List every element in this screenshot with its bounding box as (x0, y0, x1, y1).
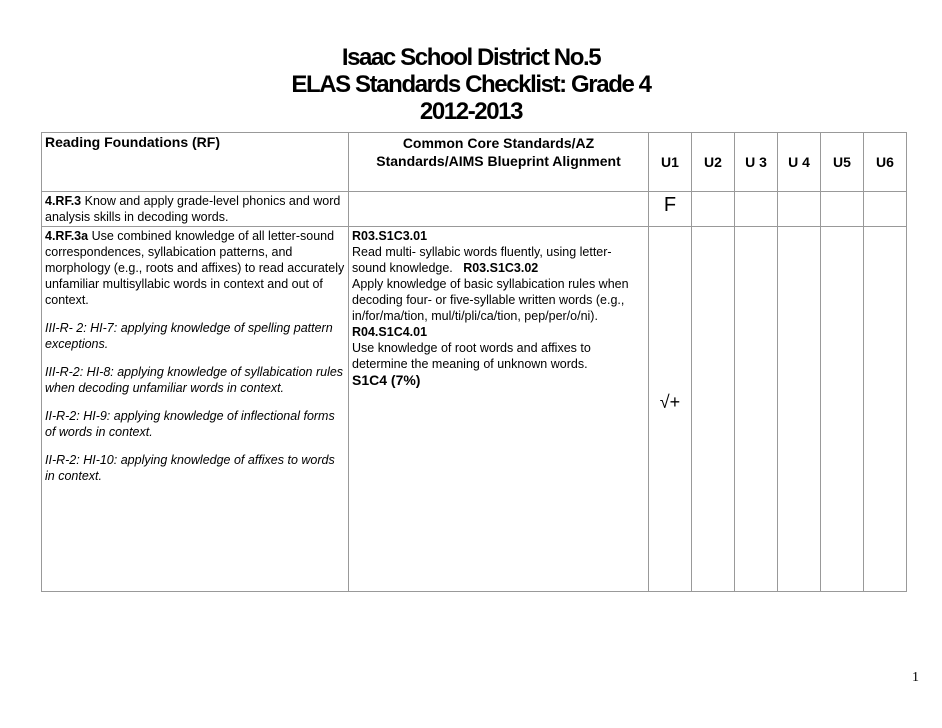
u5-cell (821, 227, 864, 592)
table-row (42, 227, 907, 592)
table-row (42, 192, 907, 227)
school-year: 2012-2013 (419, 98, 523, 125)
u6-cell (864, 192, 907, 227)
standard-cell (42, 227, 349, 592)
col-header-u3: U 3 (735, 133, 778, 192)
standard-code: 4.RF.3a (45, 229, 89, 243)
page-number: 1 (912, 670, 919, 685)
u2-cell (692, 227, 735, 592)
u1-mark: √+ (649, 227, 692, 592)
col-header-u5: U5 (821, 133, 864, 192)
standard-text: Use combined knowledge of all letter-sound correspondences, syllabication patterns, and morphology (e.g., roots and affixes) to read accurately unfamiliar multisyllabic words in context and out of context. (45, 229, 345, 307)
u4-cell (778, 192, 821, 227)
u2-cell (692, 192, 735, 227)
az-standard-text: Read multi- syllabic words fluently, using letter-sound knowledge. (352, 245, 612, 275)
aims-blueprint: S1C4 (7%) (352, 372, 421, 388)
standards-checklist-table (41, 132, 907, 592)
u3-cell (735, 192, 778, 227)
u4-cell (778, 227, 821, 592)
col-header-reading-foundations: Reading Foundations (RF) (42, 133, 349, 192)
note-text: III-R- 2: HI-7: applying knowledge of spelling pattern exceptions. (45, 321, 333, 351)
u6-cell (864, 227, 907, 592)
standard-cell (42, 192, 349, 227)
col-header-u2: U2 (692, 133, 735, 192)
note-text: II-R-2: HI-10: applying knowledge of affixes to words in context. (45, 453, 335, 483)
checklist-title: ELAS Standards Checklist: Grade 4 (291, 71, 651, 98)
az-standard-code: R03.S1C3.01 (352, 229, 428, 243)
alignment-cell (349, 227, 649, 592)
u1-mark: F (649, 192, 692, 227)
alignment-cell (349, 192, 649, 227)
note-text: II-R-2: HI-9: applying knowledge of inflectional forms of words in context. (45, 409, 335, 439)
note-text: III-R-2: HI-8: applying knowledge of syllabication rules when decoding unfamiliar words in context. (45, 365, 344, 395)
col-header-u4: U 4 (778, 133, 821, 192)
document-header (0, 44, 942, 125)
u3-cell (735, 227, 778, 592)
table-header-row (42, 133, 907, 192)
col-header-u6: U6 (864, 133, 907, 192)
u5-cell (821, 192, 864, 227)
col-header-u1: U1 (649, 133, 692, 192)
az-standard-text: Apply knowledge of basic syllabication rules when decoding four- or five-syllable written words (e.g., in/for/ma/tion, mul/ti/pli/ca/tion, pep/per/o/ni). (352, 277, 629, 323)
district-title: Isaac School District No.5 (341, 44, 601, 71)
col-header-alignment: Common Core Standards/AZ Standards/AIMS Blueprint Alignment (349, 133, 649, 192)
standard-text: Know and apply grade-level phonics and word analysis skills in decoding words. (45, 194, 341, 224)
az-standard-code: R03.S1C3.02 (463, 261, 539, 275)
az-standard-text: Use knowledge of root words and affixes to determine the meaning of unknown words. (352, 341, 591, 371)
standard-code: 4.RF.3 (45, 194, 82, 208)
az-standard-code: R04.S1C4.01 (352, 325, 428, 339)
